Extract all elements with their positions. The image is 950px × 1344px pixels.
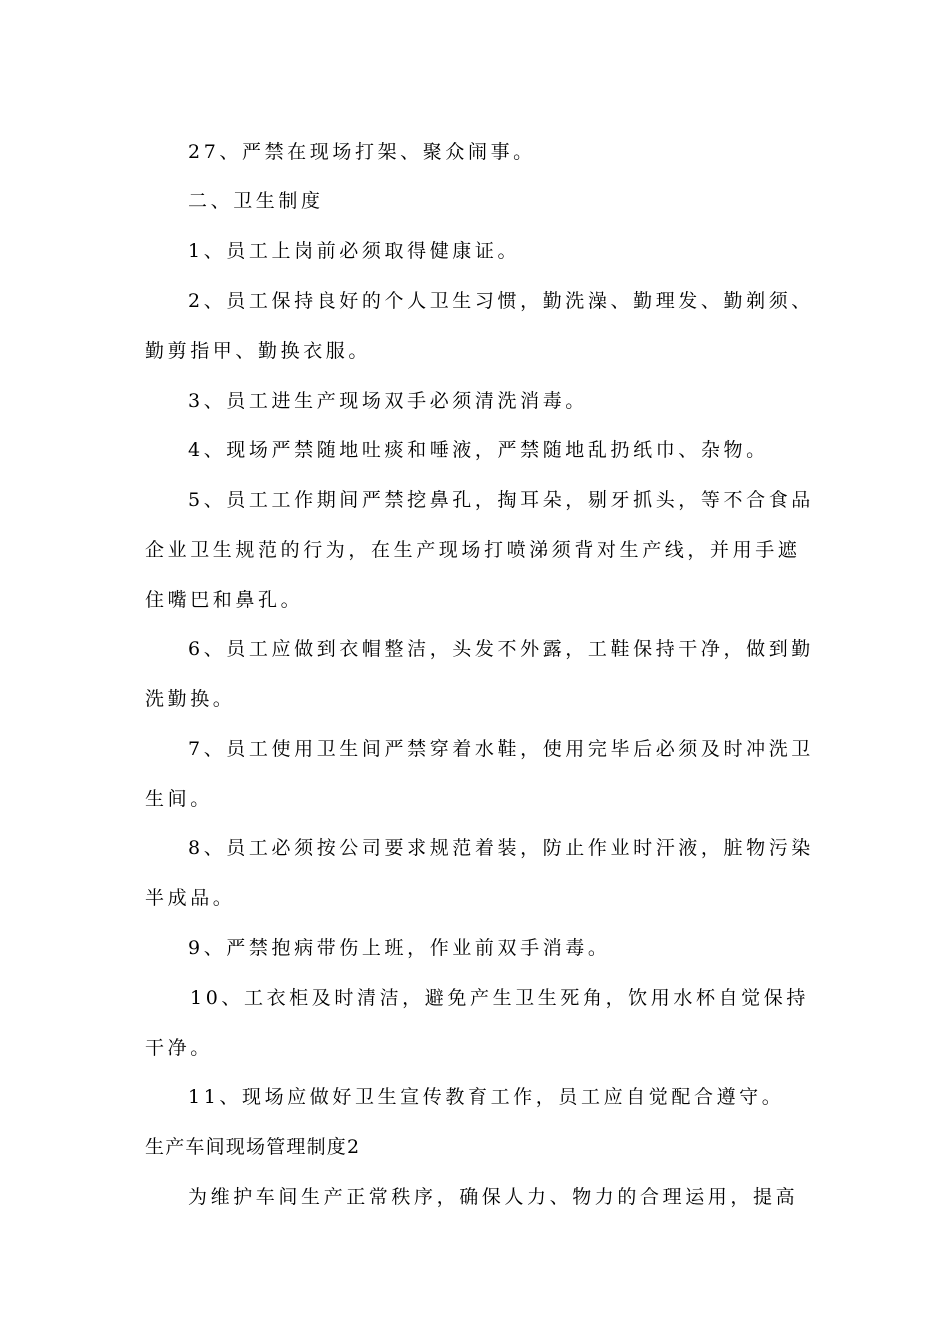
hygiene-rule-6-line-2: 洗勤换。 [145,688,236,710]
section-heading-hygiene: 二、卫生制度 [188,190,324,212]
hygiene-rule-1: 1、员工上岗前必须取得健康证。 [188,240,521,262]
hygiene-rule-3: 3、员工进生产现场双手必须清洗消毒。 [188,390,588,412]
hygiene-rule-4: 4、现场严禁随地吐痰和唾液，严禁随地乱扔纸巾、杂物。 [188,439,769,461]
hygiene-rule-10-line-2: 干净。 [145,1037,213,1059]
hygiene-rule-2-line-1: 2、员工保持良好的个人卫生习惯，勤洗澡、勤理发、勤剃须、 [188,290,814,312]
hygiene-rule-8-line-1: 8、员工必须按公司要求规范着装，防止作业时汗液，脏物污染 [188,837,814,859]
intro-paragraph-line-1: 为维护车间生产正常秩序，确保人力、物力的合理运用，提高 [188,1186,799,1208]
document-title-2: 生产车间现场管理制度2 [145,1136,361,1158]
hygiene-rule-7-line-2: 生间。 [145,788,213,810]
hygiene-rule-10-line-1: 10、工衣柜及时清洁，避免产生卫生死角，饮用水杯自觉保持 [190,987,809,1009]
hygiene-rule-7-line-1: 7、员工使用卫生间严禁穿着水鞋，使用完毕后必须及时冲洗卫 [188,738,814,760]
hygiene-rule-9: 9、严禁抱病带伤上班，作业前双手消毒。 [188,937,611,959]
rule-27: 27、严禁在现场打架、聚众闹事。 [188,141,536,163]
hygiene-rule-2-line-2: 勤剪指甲、勤换衣服。 [145,340,372,362]
hygiene-rule-8-line-2: 半成品。 [145,887,236,909]
hygiene-rule-6-line-1: 6、员工应做到衣帽整洁，头发不外露，工鞋保持干净，做到勤 [188,638,814,660]
hygiene-rule-5-line-2: 企业卫生规范的行为，在生产现场打喷涕须背对生产线，并用手遮 [145,539,801,561]
hygiene-rule-5-line-3: 住嘴巴和鼻孔。 [145,589,304,611]
hygiene-rule-11: 11、现场应做好卫生宣传教育工作，员工应自觉配合遵守。 [188,1086,785,1108]
hygiene-rule-5-line-1: 5、员工工作期间严禁挖鼻孔，掏耳朵，剔牙抓头，等不合食品 [188,489,814,511]
